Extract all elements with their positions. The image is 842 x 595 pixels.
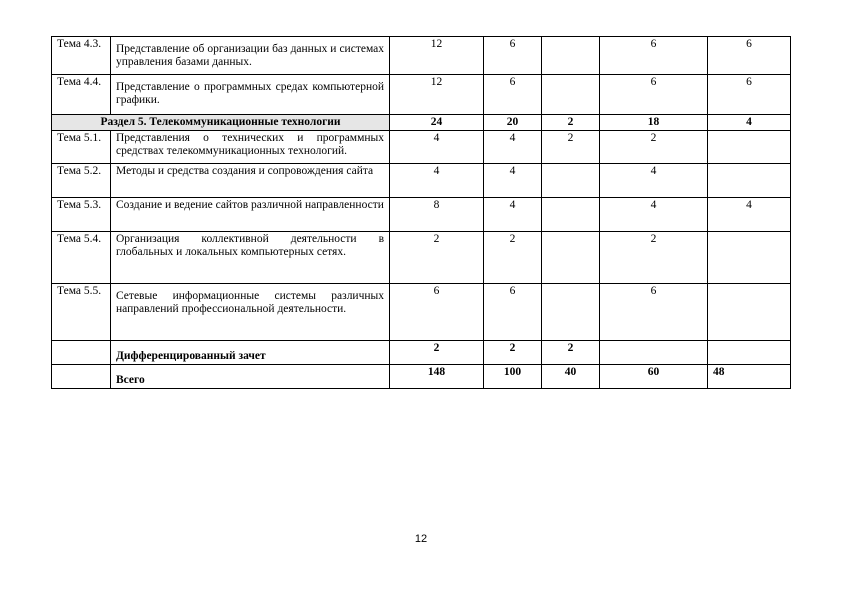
hours-practical [542, 164, 600, 198]
hours-independent: 4 [708, 198, 791, 232]
hours-lectures: 4 [600, 198, 708, 232]
hours-lectures: 60 [600, 365, 708, 389]
hours-practical: 40 [542, 365, 600, 389]
hours-independent [708, 284, 791, 341]
total-label: Всего [111, 365, 390, 389]
hours-practical [542, 232, 600, 284]
topic-number: Тема 4.3. [52, 37, 111, 75]
hours-practical [542, 75, 600, 115]
hours-classroom: 6 [484, 75, 542, 115]
hours-total: 12 [390, 37, 484, 75]
table-row [52, 164, 791, 198]
topic-number [52, 365, 111, 389]
hours-independent [708, 131, 791, 164]
topic-number: Тема 5.3. [52, 198, 111, 232]
hours-lectures: 2 [600, 131, 708, 164]
hours-classroom: 6 [484, 284, 542, 341]
hours-total: 24 [390, 115, 484, 131]
topic-number: Тема 5.2. [52, 164, 111, 198]
total-row [52, 365, 791, 389]
hours-lectures [600, 341, 708, 365]
topic-name: Представление об организации баз данных и системах управления базами данных. [111, 37, 390, 75]
hours-lectures: 18 [600, 115, 708, 131]
topic-name: Организация коллективной деятельности в глобальных и локальных компьютерных сетях. [111, 232, 390, 284]
hours-total: 8 [390, 198, 484, 232]
hours-total: 6 [390, 284, 484, 341]
hours-independent: 6 [708, 37, 791, 75]
hours-lectures: 2 [600, 232, 708, 284]
hours-classroom: 4 [484, 131, 542, 164]
hours-lectures: 6 [600, 284, 708, 341]
hours-independent [708, 164, 791, 198]
topic-number: Тема 5.1. [52, 131, 111, 164]
topic-name: Методы и средства создания и сопровождения сайта [111, 164, 390, 198]
hours-classroom: 4 [484, 164, 542, 198]
hours-total: 148 [390, 365, 484, 389]
topic-number: Тема 5.5. [52, 284, 111, 341]
hours-classroom: 6 [484, 37, 542, 75]
hours-classroom: 2 [484, 232, 542, 284]
hours-independent [708, 341, 791, 365]
hours-lectures: 4 [600, 164, 708, 198]
hours-lectures: 6 [600, 37, 708, 75]
topic-name: Представления о технических и программных средствах телекоммуникационных технологий. [111, 131, 390, 164]
table-row [52, 75, 791, 115]
topic-number: Тема 4.4. [52, 75, 111, 115]
hours-classroom: 4 [484, 198, 542, 232]
hours-independent [708, 232, 791, 284]
table-row [52, 232, 791, 284]
table-row [52, 131, 791, 164]
topic-number [52, 341, 111, 365]
hours-lectures: 6 [600, 75, 708, 115]
hours-practical [542, 284, 600, 341]
table-row [52, 284, 791, 341]
table-row [52, 37, 791, 75]
exam-label: Дифференцированный зачет [111, 341, 390, 365]
topic-number: Тема 5.4. [52, 232, 111, 284]
page-number: 12 [414, 533, 428, 545]
hours-total: 4 [390, 131, 484, 164]
hours-practical: 2 [542, 341, 600, 365]
hours-practical: 2 [542, 115, 600, 131]
hours-total: 2 [390, 232, 484, 284]
curriculum-table [51, 36, 791, 389]
hours-independent: 6 [708, 75, 791, 115]
section-title: Раздел 5. Телекоммуникационные технологии [52, 115, 390, 131]
topic-name: Создание и ведение сайтов различной направленности [111, 198, 390, 232]
table-row [52, 198, 791, 232]
topic-name: Сетевые информационные системы различных направлений профессиональной деятельности. [111, 284, 390, 341]
hours-classroom: 2 [484, 341, 542, 365]
topic-name: Представление о программных средах компьютерной графики. [111, 75, 390, 115]
hours-classroom: 20 [484, 115, 542, 131]
exam-row [52, 341, 791, 365]
section-row [52, 115, 791, 131]
hours-total: 12 [390, 75, 484, 115]
hours-independent: 48 [708, 365, 791, 389]
hours-practical [542, 37, 600, 75]
hours-practical: 2 [542, 131, 600, 164]
hours-total: 4 [390, 164, 484, 198]
hours-total: 2 [390, 341, 484, 365]
hours-classroom: 100 [484, 365, 542, 389]
hours-practical [542, 198, 600, 232]
hours-independent: 4 [708, 115, 791, 131]
